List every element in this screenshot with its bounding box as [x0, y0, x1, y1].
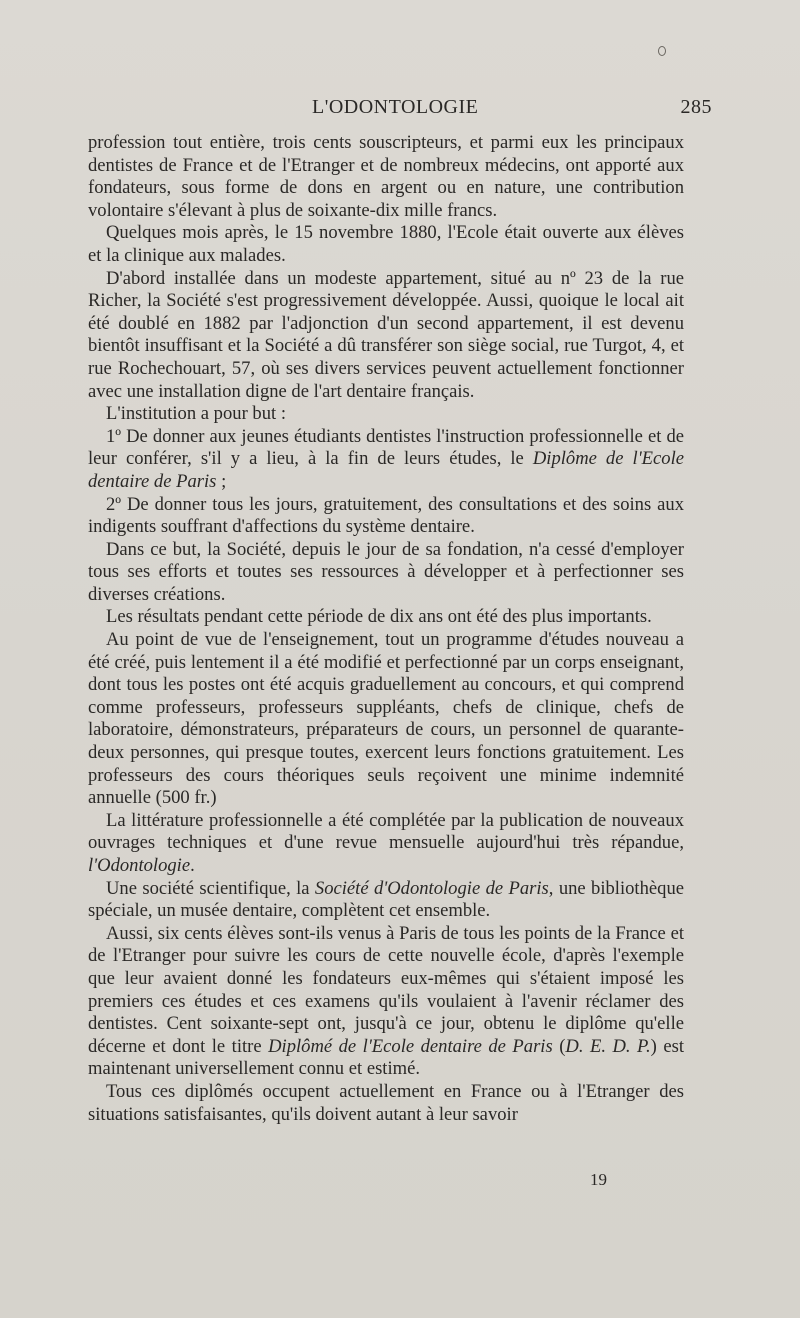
- paragraph-text: Aussi, six cents élèves sont-ils venus à Paris de tous les points de la France et de l'Etranger pour suivre les cours de cette nouvelle école, d'après l'exemple que leur avaient donné les fondateurs eux-mêmes qui s'étaient imposé les premiers ces études et ces examens qu'ils voulaient à l'avenir réclamer des dentistes. Cent soixante-sept ont, jusqu'à ce jour, obtenu le diplôme qu'elle décerne et dont le titre: [88, 922, 684, 1057]
- paragraph-text: Une société scientifique, la: [106, 877, 315, 899]
- paragraph-text: ;: [216, 470, 227, 492]
- italic-text: D. E. D. P.: [565, 1035, 651, 1057]
- paragraph-p12: [88, 923, 684, 1081]
- paragraph-text: La littérature professionnelle a été complétée par la publication de nouveaux ouvrages techniques et d'une revue mensuelle aujourd'hui très répandue,: [88, 809, 684, 854]
- paragraph-p1: [88, 132, 684, 222]
- ink-speck: [658, 46, 666, 56]
- paragraph-text: 1º De donner aux jeunes étudiants dentistes l'instruction professionnelle et de leur conférer, s'il y a lieu, à la fin de leurs études, le: [88, 425, 684, 470]
- running-title: L'ODONTOLOGIE: [312, 96, 479, 118]
- paragraph-p8: [88, 606, 684, 629]
- paragraph-text: D'abord installée dans un modeste appartement, situé au nº 23 de la rue Richer, la Société s'est progressivement développée. Aussi, quoique le local ait été doublé en 1882 par l'adjonction d'un second appartement, il est devenu bientôt insuffisant et la Société a dû transférer son siège social, rue Turgot, 4, et rue Rochechouart, 57, où ses divers services peuvent actuellement fonctionner avec une installation digne de l'art dentaire français.: [88, 267, 684, 402]
- italic-text: Diplômé de l'Ecole dentaire de Paris: [268, 1035, 553, 1057]
- paragraph-text: Tous ces diplômés occupent actuellement en France ou à l'Etranger des situations satisfaisantes, qu'ils doivent autant à leur savoir: [88, 1080, 684, 1125]
- paragraph-text: ) est maintenant universellement connu et estimé.: [88, 1035, 684, 1080]
- paragraph-p5: [88, 426, 684, 494]
- italic-text: Société d'Odontologie de Paris: [314, 877, 549, 899]
- paragraph-p13: [88, 1081, 684, 1126]
- paragraph-text: L'institution a pour but :: [106, 403, 286, 425]
- paragraph-text: Les résultats pendant cette période de dix ans ont été des plus importants.: [106, 606, 652, 628]
- italic-text: Diplôme de l'Ecole dentaire de Paris: [88, 448, 684, 492]
- paragraph-text: , une bibliothèque spéciale, un musée dentaire, complètent cet ensemble.: [88, 877, 684, 922]
- paragraph-text: Dans ce but, la Société, depuis le jour de sa fondation, n'a cessé d'employer tous ses efforts et toutes ses ressources à développer et à perfectionner ses diverses créations.: [88, 538, 684, 605]
- page-number: 285: [680, 96, 712, 118]
- paragraph-p3: [88, 268, 684, 404]
- paragraph-text: Quelques mois après, le 15 novembre 1880, l'Ecole était ouverte aux élèves et la clinique aux malades.: [88, 222, 684, 266]
- paragraph-text: 2º De donner tous les jours, gratuitement, des consultations et des soins aux indigents souffrant d'affections du système dentaire.: [88, 493, 684, 538]
- paragraph-text: .: [190, 855, 195, 876]
- body-text: [88, 132, 684, 1126]
- signature-mark: 19: [590, 1170, 607, 1189]
- paragraph-text: (: [552, 1035, 566, 1057]
- paragraph-p11: [88, 878, 684, 923]
- paragraph-p10: [88, 810, 684, 878]
- italic-text: l'Odontologie: [88, 855, 191, 876]
- paragraph-p6: [88, 494, 684, 539]
- paragraph-text: Au point de vue de l'enseignement, tout un programme d'études nouveau a été créé, puis lentement il a été modifié et perfectionné par un corps enseignant, dont tous les postes ont été acquis graduellement au concours, et qui comprend comme professeurs, professeurs suppléants, chefs de clinique, chefs de laboratoire, démonstrateurs, préparateurs de cours, un personnel de quarante-deux personnes, qui presque toutes, exercent leurs fonctions gratuitement. Les professeurs des cours théoriques seuls reçoivent une minime indemnité annuelle (500 fr.): [88, 629, 684, 809]
- paragraph-p4: [88, 403, 684, 426]
- running-header: [92, 96, 712, 126]
- paragraph-p9: [88, 629, 684, 810]
- paragraph-text: profession tout entière, trois cents souscripteurs, et parmi eux les principaux dentistes de France et de l'Etranger et de nombreux médecins, ont apporté aux fondateurs, sous forme de dons en argent ou en nature, une contribution volontaire s'élevant à plus de soixante-dix mille francs.: [88, 132, 684, 221]
- paragraph-p2: [88, 222, 684, 267]
- paragraph-p7: [88, 539, 684, 607]
